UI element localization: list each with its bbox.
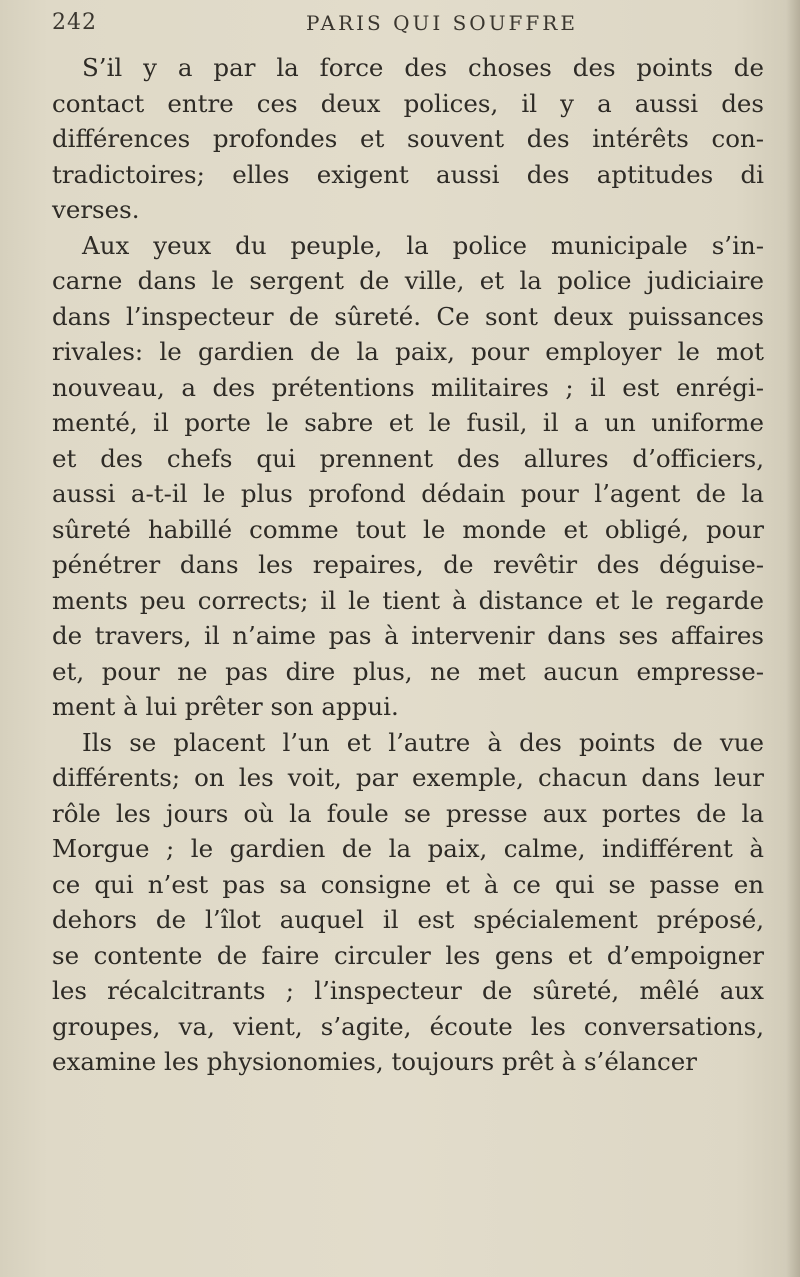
text-line: contact entre ces deux polices, il y a aussi des bbox=[52, 88, 764, 118]
text-line: pénétrer dans les repaires, de revêtir des déguise- bbox=[52, 550, 764, 579]
text-line: S’il y a par la force des choses des points de bbox=[82, 53, 764, 82]
text-line: les récalcitrants ; l’inspecteur de sûreté, mêlé aux bbox=[52, 976, 764, 1005]
text-line: sûreté habillé comme tout le monde et obligé, pour bbox=[52, 514, 764, 544]
text-line: dans l’inspecteur de sûreté. Ce sont deux puissances bbox=[52, 301, 764, 331]
running-title: PARIS QUI SOUFFRE bbox=[306, 11, 578, 35]
text-line: et des chefs qui prennent des allures d’officiers, bbox=[52, 443, 764, 473]
body-text bbox=[52, 50, 764, 1080]
text-line: de travers, il n’aime pas à intervenir dans ses affaires bbox=[52, 621, 764, 650]
text-line: rôle les jours où la foule se presse aux portes de la bbox=[52, 798, 764, 828]
page-edge-shadow bbox=[786, 0, 800, 1277]
text-line: ce qui n’est pas sa consigne et à ce qui se passe en bbox=[52, 869, 764, 899]
text-line: groupes, va, vient, s’agite, écoute les conversations, bbox=[52, 1011, 764, 1041]
text-line: différences profondes et souvent des intérêts con- bbox=[52, 124, 764, 153]
text-line: aussi a-t-il le plus profond dédain pour l’agent de la bbox=[52, 479, 764, 508]
text-line: nouveau, a des prétentions militaires ; il est enrégi- bbox=[52, 372, 764, 402]
page-header bbox=[52, 10, 770, 46]
text-line: carne dans le sergent de ville, et la police judiciaire bbox=[52, 266, 764, 295]
text-line: examine les physionomies, toujours prêt à s’élancer bbox=[52, 1047, 697, 1076]
text-line: et, pour ne pas dire plus, ne met aucun empresse- bbox=[52, 656, 764, 686]
text-line: se contente de faire circuler les gens et d’empoigner bbox=[52, 940, 764, 970]
text-line: Ils se placent l’un et l’autre à des points de vue bbox=[82, 727, 764, 757]
text-line: ments peu corrects; il le tient à distance et le regarde bbox=[52, 585, 764, 615]
text-line: menté, il porte le sabre et le fusil, il a un uniforme bbox=[52, 408, 764, 437]
text-line: tradictoires; elles exigent aussi des aptitudes di bbox=[52, 159, 764, 189]
text-line: différents; on les voit, par exemple, chacun dans leur bbox=[52, 763, 764, 792]
page-number: 242 bbox=[52, 10, 97, 35]
text-line: dehors de l’îlot auquel il est spécialement préposé, bbox=[52, 905, 764, 934]
text-line: Morgue ; le gardien de la paix, calme, indifférent à bbox=[52, 834, 764, 863]
text-line: rivales: le gardien de la paix, pour employer le mot bbox=[52, 337, 764, 366]
text-line: ment à lui prêter son appui. bbox=[52, 692, 399, 721]
text-line: Aux yeux du peuple, la police municipale s’in- bbox=[82, 230, 764, 260]
text-line: verses. bbox=[52, 195, 140, 224]
